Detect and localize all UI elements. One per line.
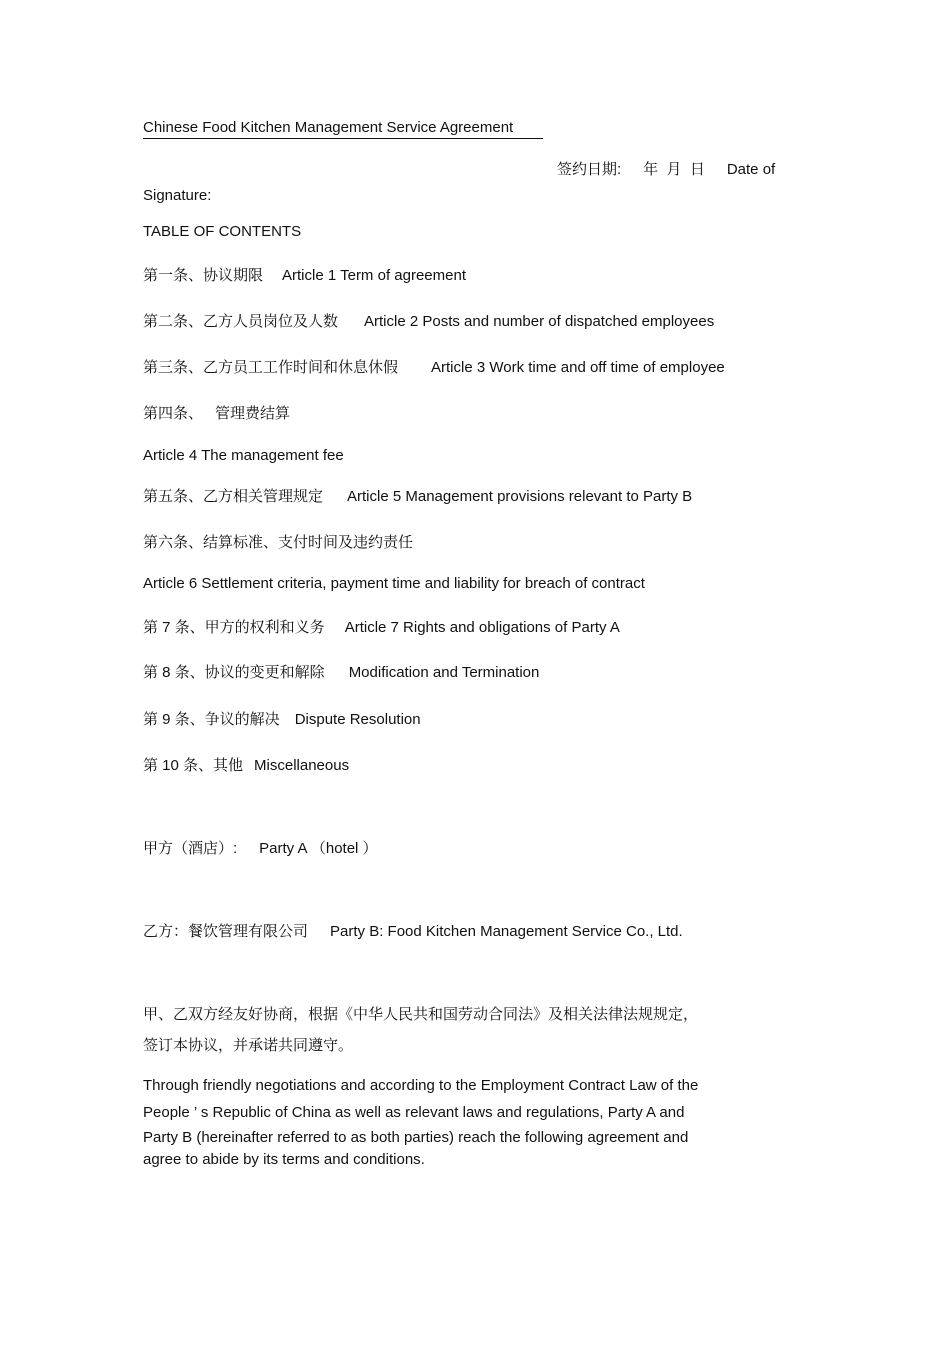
toc-heading: TABLE OF CONTENTS [143, 223, 302, 240]
party-b-line [143, 922, 683, 942]
toc-item-en: Miscellaneous [254, 757, 350, 774]
toc-item-en: Dispute Resolution [294, 711, 421, 728]
preamble-en-line-4: agree to abide by its terms and conditions. [143, 1151, 425, 1168]
party-a-en: Party A （hotel ） [259, 840, 378, 857]
preamble-en-line-1: Through friendly negotiations and according to the Employment Contract Law of the [143, 1077, 699, 1094]
signature-date-ymd: 年 月 日 [643, 161, 705, 178]
toc-item-en: Article 1 Term of agreement [282, 267, 466, 284]
toc-item-5 [143, 487, 692, 507]
toc-item-en: Article 7 Rights and obligations of Party A [344, 619, 620, 636]
toc-item-1 [143, 266, 466, 286]
signature-date-line [557, 160, 775, 180]
signature-date-cn: 签约日期: [557, 161, 622, 178]
toc-item-cn-2: 管理费结算 [215, 405, 291, 422]
document-title: Chinese Food Kitchen Management Service Agreement [143, 118, 543, 139]
toc-item-cn: 第二条、乙方人员岗位及人数 [143, 313, 339, 330]
party-b-cn: 乙方：餐饮管理有限公司 [143, 923, 309, 940]
toc-item-cn: 第一条、协议期限 [143, 267, 264, 284]
toc-item-4 [143, 404, 290, 424]
party-a-cn: 甲方（酒店）: [143, 840, 238, 857]
toc-item-en: Modification and Termination [348, 664, 540, 681]
party-b-en: Party B: Food Kitchen Management Service Co., Ltd. [330, 923, 683, 940]
toc-item-8 [143, 663, 539, 683]
toc-item-cn: 第四条、 [143, 405, 204, 422]
preamble-en-line-3: Party B (hereinafter referred to as both parties) reach the following agreement and [143, 1129, 689, 1146]
toc-item-cn: 第 8 条、协议的变更和解除 [143, 664, 325, 681]
toc-item-3 [143, 358, 725, 378]
preamble-cn-line-1: 甲、乙双方经友好协商，根据《中华人民共和国劳动合同法》及相关法律法规规定， [143, 1006, 699, 1023]
toc-item-cn: 第 10 条、其他 [143, 757, 244, 774]
party-a-line [143, 839, 378, 859]
toc-item-cn: 第 7 条、甲方的权利和义务 [143, 619, 325, 636]
toc-item-cn: 第 9 条、争议的解决 [143, 711, 280, 728]
toc-item-en: Article 2 Posts and number of dispatched employees [364, 313, 715, 330]
signature-date-en: Date of [726, 161, 776, 178]
toc-item-en: Article 3 Work time and off time of employee [431, 359, 725, 376]
toc-item-7 [143, 618, 620, 638]
signature-word: Signature: [143, 187, 212, 204]
toc-item-2 [143, 312, 714, 332]
toc-item-6-en: Article 6 Settlement criteria, payment time and liability for breach of contract [143, 575, 645, 592]
toc-item-10 [143, 756, 349, 776]
toc-item-en: Article 5 Management provisions relevant to Party B [347, 488, 693, 505]
toc-item-cn: 第五条、乙方相关管理规定 [143, 488, 324, 505]
toc-item-cn: 第三条、乙方员工工作时间和休息休假 [143, 359, 399, 376]
toc-item-4-en: Article 4 The management fee [143, 447, 344, 464]
preamble-cn-line-2: 签订本协议，并承诺共同遵守。 [143, 1037, 354, 1054]
toc-item-6: 第六条、结算标准、支付时间及违约责任 [143, 534, 414, 551]
toc-item-9 [143, 710, 421, 730]
preamble-en-line-2: People ’ s Republic of China as well as relevant laws and regulations, Party A and [143, 1104, 685, 1121]
